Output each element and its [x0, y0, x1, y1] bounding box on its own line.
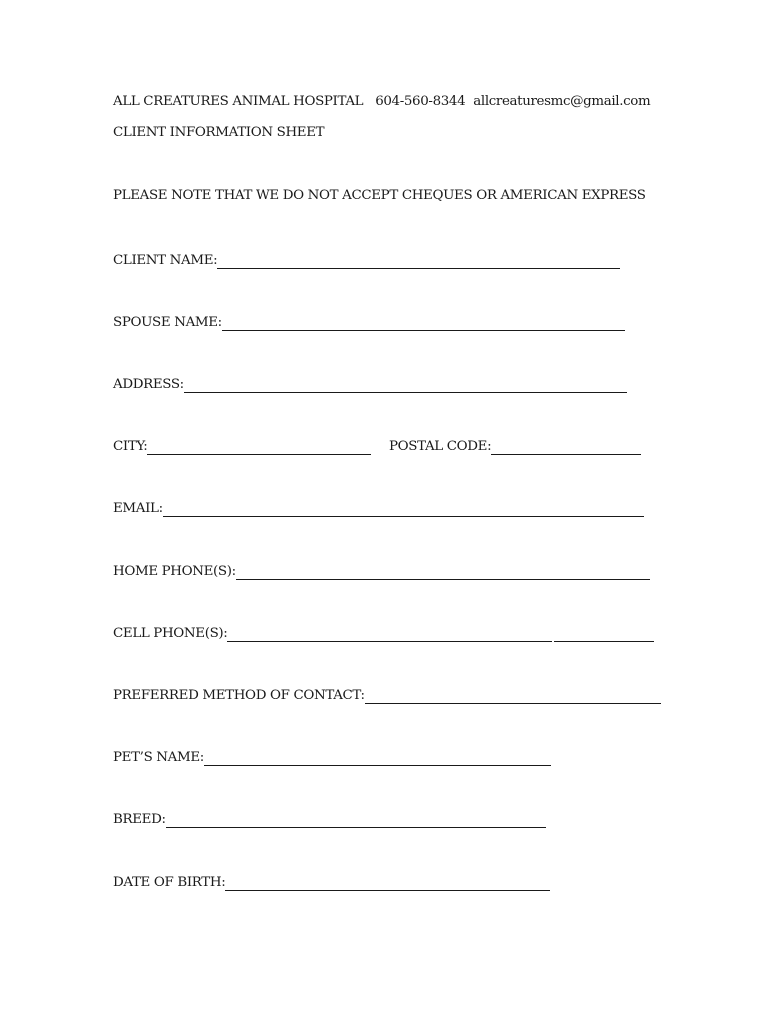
spouse-name-blank[interactable] — [222, 316, 625, 331]
city-blank[interactable] — [147, 440, 371, 455]
address-blank[interactable] — [184, 378, 627, 393]
cell-phone-label: CELL PHONE(S): — [113, 626, 228, 641]
address-field — [113, 374, 627, 392]
preferred-contact-label: PREFERRED METHOD OF CONTACT: — [113, 688, 365, 703]
date-of-birth-field — [113, 872, 550, 890]
breed-label: BREED: — [113, 812, 166, 827]
date-of-birth-blank[interactable] — [225, 876, 550, 891]
email-label: EMAIL: — [113, 501, 163, 516]
payment-notice: PLEASE NOTE THAT WE DO NOT ACCEPT CHEQUES OR AMERICAN EXPRESS — [113, 188, 646, 203]
breed-field — [113, 809, 546, 827]
pet-name-field — [113, 747, 551, 765]
date-of-birth-label: DATE OF BIRTH: — [113, 875, 226, 890]
spouse-name-field — [113, 312, 625, 330]
preferred-contact-field — [113, 685, 661, 703]
home-phone-blank[interactable] — [236, 565, 650, 580]
hospital-phone: 604-560-8344 — [375, 94, 466, 109]
client-name-field — [113, 250, 620, 268]
pet-name-label: PET’S NAME: — [113, 750, 204, 765]
home-phone-field — [113, 561, 650, 579]
preferred-contact-blank[interactable] — [365, 689, 661, 704]
city-field — [113, 436, 371, 454]
cell-phone-blank[interactable] — [227, 627, 552, 642]
document-header — [113, 94, 650, 110]
document-title: CLIENT INFORMATION SHEET — [113, 125, 325, 140]
breed-blank[interactable] — [166, 813, 546, 828]
home-phone-label: HOME PHONE(S): — [113, 564, 236, 579]
postal-code-field — [389, 436, 641, 454]
postal-code-blank[interactable] — [491, 440, 641, 455]
email-blank[interactable] — [163, 502, 644, 517]
address-label: ADDRESS: — [113, 377, 184, 392]
cell-phone-field — [113, 623, 654, 641]
hospital-email: allcreaturesmc@gmail.com — [473, 94, 651, 109]
pet-name-blank[interactable] — [204, 751, 551, 766]
hospital-name: ALL CREATURES ANIMAL HOSPITAL — [113, 94, 364, 109]
city-label: CITY: — [113, 439, 148, 454]
email-field — [113, 498, 644, 516]
client-name-label: CLIENT NAME: — [113, 253, 218, 268]
spouse-name-label: SPOUSE NAME: — [113, 315, 222, 330]
client-name-blank[interactable] — [217, 254, 620, 269]
cell-phone-blank-extra[interactable] — [554, 627, 654, 642]
postal-code-label: POSTAL CODE: — [389, 439, 492, 454]
